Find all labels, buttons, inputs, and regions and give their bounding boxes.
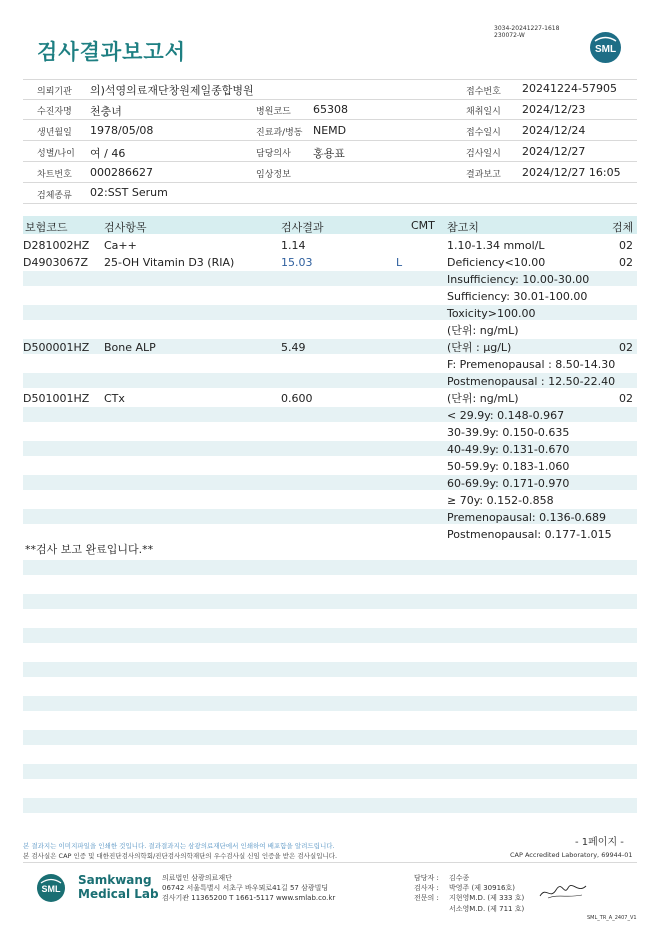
info-value-sex-age: 여 / 46 (90, 147, 126, 160)
cell-reference: (단위: ng/mL) (447, 392, 519, 405)
info-label-receipt-no: 접수번호 (466, 87, 501, 97)
cell-item: CTx (104, 392, 125, 405)
cell-specimen: 02 (619, 341, 633, 354)
cap-accreditation: CAP Accredited Laboratory, 69944-01 (510, 851, 633, 859)
info-label-test-date: 검사일시 (466, 149, 501, 159)
document-id-line-2: 230072-W (494, 32, 525, 39)
table-row-band (23, 730, 637, 745)
info-value-birthdate: 1978/05/08 (90, 124, 154, 137)
info-label-patient: 수진자명 (37, 107, 72, 117)
org-address: 06742 서울특별시 서초구 바우뫼로41길 57 삼광빌딩 (162, 884, 329, 892)
sml-logo (589, 31, 622, 64)
brand-name-line-1: Samkwang (78, 873, 152, 887)
info-value-chart-no: 000286627 (90, 166, 153, 179)
cell-result: 1.14 (281, 239, 306, 252)
info-label-sex-age: 성별/나이 (37, 149, 75, 159)
col-header-result: 검사결과 (281, 221, 324, 234)
cell-reference: Sufficiency: 30.01-100.00 (447, 290, 588, 303)
col-header-test-item: 검사항목 (104, 221, 147, 234)
footer-notice-cap: 본 검사실은 CAP 인증 및 대한진단검사의학회/진단검사의학재단의 우수검사실 신임 인증을 받은 검사실입니다. (23, 852, 338, 860)
sml-logo-text: SML (594, 44, 617, 55)
cell-result: 15.03 (281, 256, 313, 269)
report-complete-note: **검사 보고 완료입니다.** (25, 543, 154, 556)
info-value-collection-date: 2024/12/23 (522, 103, 586, 116)
cell-reference: < 29.9y: 0.148-0.967 (447, 409, 565, 422)
table-row-band (23, 696, 637, 711)
staff-label-specialist: 전문의 : (414, 894, 439, 902)
staff-value-specialist-2: 서소영M.D. (제 711 호) (449, 905, 525, 913)
cell-reference: Postmenopausal : 12.50-22.40 (447, 375, 616, 388)
col-header-reference: 참고치 (447, 221, 479, 234)
cell-reference: Postmenopausal: 0.177-1.015 (447, 528, 612, 541)
cell-code: D281002HZ (23, 239, 90, 252)
cell-code: D4903067Z (23, 256, 88, 269)
cell-flag: L (396, 256, 403, 269)
staff-label-tester: 검사자 : (414, 884, 439, 892)
table-row-band (23, 305, 637, 320)
info-value-requester: 의)석영의료재단창원제일종합병원 (90, 84, 254, 97)
cell-item: Bone ALP (104, 341, 156, 354)
document-id (494, 25, 559, 39)
samkwang-logo-text: SML (41, 884, 61, 894)
col-header-insurance-code: 보험코드 (25, 221, 68, 234)
info-label-hospital-code: 병원코드 (256, 107, 291, 117)
cell-code: D500001HZ (23, 341, 90, 354)
table-row-band (23, 560, 637, 575)
samkwang-logo (36, 873, 66, 903)
cell-reference: 1.10-1.34 mmol/L (447, 239, 545, 252)
info-label-department: 진료과/병동 (256, 128, 303, 138)
cell-reference: 60-69.9y: 0.171-0.970 (447, 477, 570, 490)
staff-label-manager: 담당자 : (414, 874, 439, 882)
info-value-patient: 천충녀 (90, 105, 122, 118)
cell-reference: (단위 : μg/L) (447, 341, 512, 354)
staff-value-manager: 김수종 (449, 874, 470, 882)
cell-code: D501001HZ (23, 392, 90, 405)
info-label-birthdate: 생년월일 (37, 128, 72, 138)
info-label-chart-no: 차트번호 (37, 170, 72, 180)
cell-specimen: 02 (619, 256, 633, 269)
info-value-specimen: 02:SST Serum (90, 186, 168, 199)
col-header-specimen: 검체 (612, 221, 634, 234)
info-value-hospital-code: 65308 (313, 103, 348, 116)
cell-reference: 50-59.9y: 0.183-1.060 (447, 460, 570, 473)
cell-specimen: 02 (619, 239, 633, 252)
page-number: - 1페이지 - (575, 837, 624, 848)
cell-reference: (단위: ng/mL) (447, 324, 519, 337)
info-value-test-date: 2024/12/27 (522, 145, 586, 158)
org-name: 의료법인 삼광의료재단 (162, 874, 232, 882)
info-label-clinical-info: 임상정보 (256, 170, 291, 180)
staff-value-specialist-1: 지현영M.D. (제 333 호) (449, 894, 525, 902)
cell-reference: 30-39.9y: 0.150-0.635 (447, 426, 570, 439)
brand-name (78, 873, 159, 901)
cell-reference: Toxicity>100.00 (447, 307, 536, 320)
signature (538, 882, 588, 902)
info-label-report-date: 결과보고 (466, 170, 501, 180)
cell-reference: 40-49.9y: 0.131-0.670 (447, 443, 570, 456)
col-header-cmt: CMT (411, 219, 435, 232)
staff-value-tester: 박영주 (제 30916호) (449, 884, 515, 892)
info-value-department: NEMD (313, 124, 347, 137)
info-label-receipt-date: 접수일시 (466, 128, 501, 138)
cell-specimen: 02 (619, 392, 633, 405)
info-label-collection-date: 채취일시 (466, 107, 501, 117)
table-row-band (23, 594, 637, 609)
cell-reference: Insufficiency: 10.00-30.00 (447, 273, 590, 286)
report-title: 검사결과보고서 (37, 40, 187, 64)
brand-name-line-2: Medical Lab (78, 887, 159, 901)
table-row-band (23, 628, 637, 643)
table-row-band (23, 798, 637, 813)
cell-item: 25-OH Vitamin D3 (RIA) (104, 256, 235, 269)
info-value-doctor: 홍용표 (313, 147, 345, 160)
cell-result: 0.600 (281, 392, 313, 405)
cell-reference: ≥ 70y: 0.152-0.858 (447, 494, 554, 507)
cell-item: Ca++ (104, 239, 137, 252)
cell-reference: Deficiency<10.00 (447, 256, 546, 269)
info-label-doctor: 담당의사 (256, 149, 291, 159)
table-row-band (23, 662, 637, 677)
info-value-receipt-no: 20241224-57905 (522, 82, 617, 95)
cell-reference: F: Premenopausal : 8.50-14.30 (447, 358, 616, 371)
org-contact: 검사기관 11365200 T 1661-5117 www.smlab.co.kr (162, 894, 336, 902)
cell-reference: Premenopausal: 0.136-0.689 (447, 511, 607, 524)
document-id-line-1: 3034-20241227-1618 (494, 25, 560, 32)
table-row-band (23, 764, 637, 779)
form-code: SML_TR_A_2407_V1 (587, 915, 637, 921)
info-value-receipt-date: 2024/12/24 (522, 124, 586, 137)
info-value-report-date: 2024/12/27 16:05 (522, 166, 621, 179)
info-label-specimen: 검체종류 (37, 191, 72, 201)
cell-result: 5.49 (281, 341, 306, 354)
info-label-requester: 의뢰기관 (37, 87, 72, 97)
footer-notice-print: 본 결과지는 이미지파일을 인쇄한 것입니다. 결과결과지는 삼광의료재단에서 인쇄하여 배포함을 알려드립니다. (23, 842, 335, 850)
